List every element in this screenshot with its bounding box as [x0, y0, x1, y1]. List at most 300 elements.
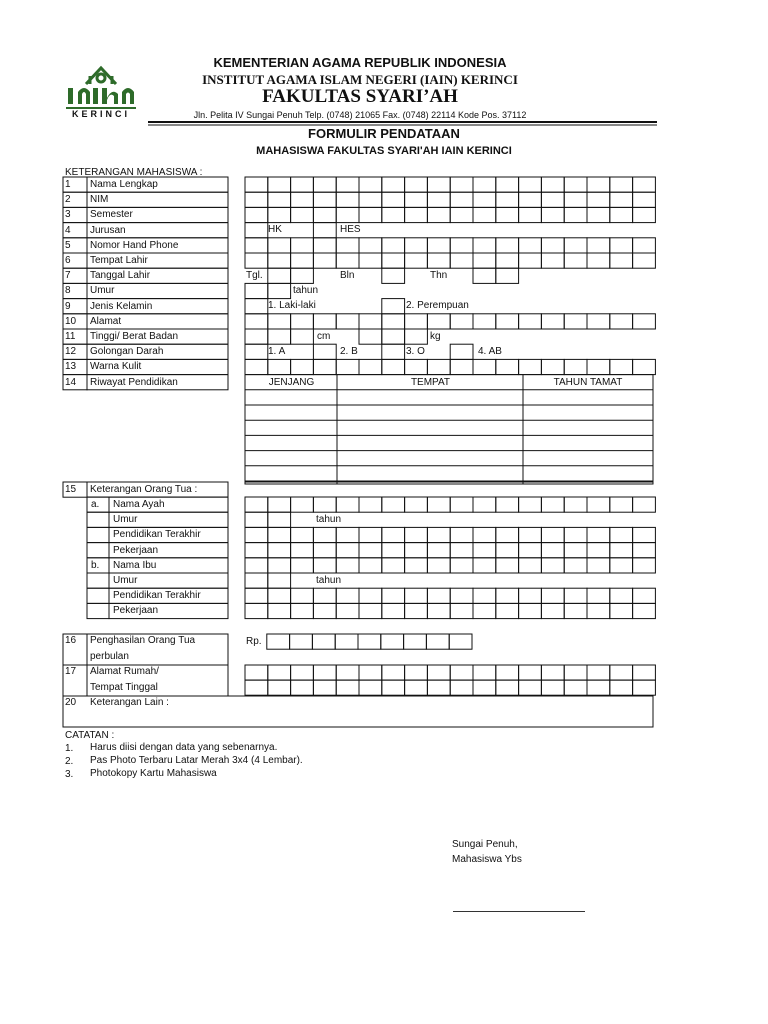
parent-box[interactable] [450, 588, 473, 603]
parent-box[interactable] [519, 603, 542, 618]
parent-box[interactable] [519, 497, 542, 512]
home-box[interactable] [496, 665, 519, 680]
nim-box[interactable] [450, 192, 473, 207]
parent-box[interactable] [587, 527, 610, 542]
blood-a-box[interactable] [245, 344, 268, 359]
semester-box[interactable] [313, 207, 336, 222]
address-box[interactable] [313, 314, 336, 329]
parent-box[interactable] [633, 497, 656, 512]
semester-box[interactable] [291, 207, 314, 222]
home-box[interactable] [382, 680, 405, 695]
address-box[interactable] [245, 314, 268, 329]
parent-age-box[interactable] [245, 512, 268, 527]
phone-box[interactable] [564, 238, 587, 253]
parent-box[interactable] [564, 588, 587, 603]
income-box[interactable] [404, 634, 427, 649]
parent-box[interactable] [359, 497, 382, 512]
parent-box[interactable] [405, 543, 428, 558]
income-box[interactable] [449, 634, 472, 649]
parent-box[interactable] [473, 543, 496, 558]
skin-color-box[interactable] [382, 359, 405, 374]
parent-box[interactable] [313, 603, 336, 618]
parent-box[interactable] [496, 558, 519, 573]
home-box[interactable] [268, 665, 291, 680]
home-box[interactable] [519, 665, 542, 680]
parent-marker-cell[interactable] [87, 603, 109, 618]
income-box[interactable] [358, 634, 381, 649]
parent-box[interactable] [633, 588, 656, 603]
home-box[interactable] [587, 665, 610, 680]
phone-box[interactable] [519, 238, 542, 253]
home-box[interactable] [633, 680, 656, 695]
home-box[interactable] [427, 680, 450, 695]
parent-box[interactable] [405, 527, 428, 542]
skin-color-box[interactable] [359, 359, 382, 374]
home-box[interactable] [473, 680, 496, 695]
nim-box[interactable] [587, 192, 610, 207]
parent-box[interactable] [359, 588, 382, 603]
birthplace-box[interactable] [382, 253, 405, 268]
parent-box[interactable] [633, 527, 656, 542]
income-box[interactable] [381, 634, 404, 649]
parent-box[interactable] [541, 543, 564, 558]
name-box[interactable] [496, 177, 519, 192]
parent-box[interactable] [450, 603, 473, 618]
parent-box[interactable] [245, 543, 268, 558]
semester-box[interactable] [336, 207, 359, 222]
parent-box[interactable] [405, 588, 428, 603]
parent-box[interactable] [336, 588, 359, 603]
address-box[interactable] [359, 314, 382, 329]
phone-box[interactable] [541, 238, 564, 253]
address-box[interactable] [268, 314, 291, 329]
parent-box[interactable] [541, 558, 564, 573]
parent-box[interactable] [541, 497, 564, 512]
semester-box[interactable] [405, 207, 428, 222]
birth-month-box[interactable] [382, 268, 405, 283]
parent-box[interactable] [291, 558, 314, 573]
parent-box[interactable] [564, 497, 587, 512]
skin-color-box[interactable] [450, 359, 473, 374]
home-box[interactable] [336, 665, 359, 680]
weight-box[interactable] [405, 329, 428, 344]
semester-box[interactable] [473, 207, 496, 222]
height-box[interactable] [268, 329, 291, 344]
phone-box[interactable] [405, 238, 428, 253]
home-box[interactable] [541, 680, 564, 695]
home-box[interactable] [405, 665, 428, 680]
parent-box[interactable] [405, 603, 428, 618]
address-box[interactable] [587, 314, 610, 329]
birth-year-box[interactable] [496, 268, 519, 283]
nim-box[interactable] [268, 192, 291, 207]
home-box[interactable] [496, 680, 519, 695]
home-box[interactable] [359, 680, 382, 695]
nim-box[interactable] [473, 192, 496, 207]
parent-age-box[interactable] [268, 573, 291, 588]
birthplace-box[interactable] [450, 253, 473, 268]
income-box[interactable] [267, 634, 290, 649]
income-box[interactable] [290, 634, 313, 649]
blood-o-box[interactable] [382, 344, 405, 359]
income-box[interactable] [312, 634, 335, 649]
birthplace-box[interactable] [587, 253, 610, 268]
nim-box[interactable] [541, 192, 564, 207]
parent-age-box[interactable] [245, 573, 268, 588]
parent-box[interactable] [382, 497, 405, 512]
home-box[interactable] [633, 665, 656, 680]
skin-color-box[interactable] [313, 359, 336, 374]
parent-box[interactable] [427, 527, 450, 542]
parent-box[interactable] [359, 558, 382, 573]
parent-box[interactable] [564, 543, 587, 558]
nim-box[interactable] [336, 192, 359, 207]
skin-color-box[interactable] [587, 359, 610, 374]
name-box[interactable] [336, 177, 359, 192]
skin-color-box[interactable] [427, 359, 450, 374]
semester-box[interactable] [359, 207, 382, 222]
nim-box[interactable] [610, 192, 633, 207]
height-box[interactable] [245, 329, 268, 344]
birthplace-box[interactable] [541, 253, 564, 268]
semester-box[interactable] [382, 207, 405, 222]
phone-box[interactable] [336, 238, 359, 253]
address-box[interactable] [610, 314, 633, 329]
name-box[interactable] [610, 177, 633, 192]
home-box[interactable] [336, 680, 359, 695]
parent-box[interactable] [541, 588, 564, 603]
nim-box[interactable] [382, 192, 405, 207]
parent-box[interactable] [633, 543, 656, 558]
skin-color-box[interactable] [541, 359, 564, 374]
phone-box[interactable] [450, 238, 473, 253]
parent-box[interactable] [268, 603, 291, 618]
parent-box[interactable] [564, 527, 587, 542]
parent-box[interactable] [473, 497, 496, 512]
phone-box[interactable] [268, 238, 291, 253]
parent-box[interactable] [291, 588, 314, 603]
jurusan-hes-box[interactable] [313, 223, 336, 238]
parent-box[interactable] [359, 603, 382, 618]
parent-box[interactable] [359, 543, 382, 558]
parent-box[interactable] [313, 558, 336, 573]
phone-box[interactable] [313, 238, 336, 253]
name-box[interactable] [564, 177, 587, 192]
parent-box[interactable] [427, 497, 450, 512]
skin-color-box[interactable] [519, 359, 542, 374]
age-box[interactable] [245, 283, 268, 298]
semester-box[interactable] [450, 207, 473, 222]
semester-box[interactable] [268, 207, 291, 222]
nim-box[interactable] [359, 192, 382, 207]
home-box[interactable] [450, 680, 473, 695]
blood-b-box[interactable] [313, 344, 336, 359]
parent-box[interactable] [587, 558, 610, 573]
home-box[interactable] [245, 665, 268, 680]
name-box[interactable] [633, 177, 656, 192]
phone-box[interactable] [427, 238, 450, 253]
phone-box[interactable] [382, 238, 405, 253]
address-box[interactable] [541, 314, 564, 329]
name-box[interactable] [450, 177, 473, 192]
nim-box[interactable] [519, 192, 542, 207]
address-box[interactable] [633, 314, 656, 329]
parent-box[interactable] [610, 527, 633, 542]
phone-box[interactable] [610, 238, 633, 253]
address-box[interactable] [450, 314, 473, 329]
skin-color-box[interactable] [336, 359, 359, 374]
parent-box[interactable] [473, 527, 496, 542]
phone-box[interactable] [291, 238, 314, 253]
home-box[interactable] [313, 680, 336, 695]
parent-box[interactable] [382, 527, 405, 542]
education-table[interactable] [245, 375, 653, 484]
parent-box[interactable] [541, 527, 564, 542]
home-box[interactable] [359, 665, 382, 680]
home-box[interactable] [541, 665, 564, 680]
name-box[interactable] [359, 177, 382, 192]
home-box[interactable] [405, 680, 428, 695]
parent-box[interactable] [610, 543, 633, 558]
parent-marker-cell[interactable] [87, 512, 109, 527]
parent-box[interactable] [427, 588, 450, 603]
parent-box[interactable] [610, 558, 633, 573]
height-box[interactable] [291, 329, 314, 344]
name-box[interactable] [427, 177, 450, 192]
birthplace-box[interactable] [496, 253, 519, 268]
home-box[interactable] [382, 665, 405, 680]
parent-box[interactable] [405, 497, 428, 512]
parent-box[interactable] [336, 527, 359, 542]
home-box[interactable] [291, 680, 314, 695]
birthplace-box[interactable] [245, 253, 268, 268]
name-box[interactable] [313, 177, 336, 192]
parent-box[interactable] [245, 527, 268, 542]
parent-age-box[interactable] [268, 512, 291, 527]
phone-box[interactable] [473, 238, 496, 253]
home-box[interactable] [564, 680, 587, 695]
birth-day-box[interactable] [268, 268, 291, 283]
parent-box[interactable] [496, 543, 519, 558]
parent-box[interactable] [450, 497, 473, 512]
parent-box[interactable] [336, 603, 359, 618]
parent-box[interactable] [610, 497, 633, 512]
parent-box[interactable] [587, 588, 610, 603]
nim-box[interactable] [405, 192, 428, 207]
jurusan-hk-box[interactable] [245, 223, 268, 238]
nim-box[interactable] [313, 192, 336, 207]
gender-female-box[interactable] [382, 299, 405, 314]
address-box[interactable] [336, 314, 359, 329]
parent-box[interactable] [587, 497, 610, 512]
parent-box[interactable] [313, 543, 336, 558]
nim-box[interactable] [633, 192, 656, 207]
address-box[interactable] [291, 314, 314, 329]
birthplace-box[interactable] [313, 253, 336, 268]
income-box[interactable] [426, 634, 449, 649]
home-box[interactable] [519, 680, 542, 695]
parent-box[interactable] [336, 558, 359, 573]
birthplace-box[interactable] [633, 253, 656, 268]
parent-box[interactable] [473, 603, 496, 618]
home-box[interactable] [268, 680, 291, 695]
parent-box[interactable] [291, 543, 314, 558]
nim-box[interactable] [245, 192, 268, 207]
birthplace-box[interactable] [519, 253, 542, 268]
birthplace-box[interactable] [427, 253, 450, 268]
phone-box[interactable] [633, 238, 656, 253]
parent-box[interactable] [382, 558, 405, 573]
name-box[interactable] [245, 177, 268, 192]
weight-box[interactable] [382, 329, 405, 344]
home-box[interactable] [313, 665, 336, 680]
parent-box[interactable] [359, 527, 382, 542]
name-box[interactable] [541, 177, 564, 192]
parent-box[interactable] [313, 497, 336, 512]
parent-box[interactable] [291, 497, 314, 512]
skin-color-box[interactable] [473, 359, 496, 374]
home-box[interactable] [245, 680, 268, 695]
home-box[interactable] [473, 665, 496, 680]
phone-box[interactable] [496, 238, 519, 253]
parent-box[interactable] [587, 603, 610, 618]
birthplace-box[interactable] [564, 253, 587, 268]
parent-box[interactable] [519, 558, 542, 573]
address-box[interactable] [405, 314, 428, 329]
birthplace-box[interactable] [405, 253, 428, 268]
birthplace-box[interactable] [268, 253, 291, 268]
phone-box[interactable] [245, 238, 268, 253]
name-box[interactable] [587, 177, 610, 192]
birthplace-box[interactable] [359, 253, 382, 268]
home-box[interactable] [610, 680, 633, 695]
home-box[interactable] [564, 665, 587, 680]
parent-box[interactable] [519, 527, 542, 542]
parent-box[interactable] [382, 603, 405, 618]
parent-box[interactable] [564, 603, 587, 618]
birthplace-box[interactable] [473, 253, 496, 268]
parent-marker-cell[interactable] [87, 588, 109, 603]
parent-box[interactable] [450, 558, 473, 573]
blood-ab-box[interactable] [450, 344, 473, 359]
address-box[interactable] [473, 314, 496, 329]
parent-box[interactable] [313, 588, 336, 603]
semester-box[interactable] [427, 207, 450, 222]
parent-box[interactable] [450, 543, 473, 558]
semester-box[interactable] [610, 207, 633, 222]
parent-box[interactable] [564, 558, 587, 573]
skin-color-box[interactable] [496, 359, 519, 374]
nim-box[interactable] [291, 192, 314, 207]
skin-color-box[interactable] [633, 359, 656, 374]
parent-box[interactable] [473, 558, 496, 573]
parent-marker-cell[interactable] [87, 527, 109, 542]
parent-marker-cell[interactable] [87, 543, 109, 558]
name-box[interactable] [268, 177, 291, 192]
parent-box[interactable] [450, 527, 473, 542]
phone-box[interactable] [359, 238, 382, 253]
parent-box[interactable] [245, 558, 268, 573]
parent-marker-cell[interactable] [87, 573, 109, 588]
address-box[interactable] [382, 314, 405, 329]
parent-box[interactable] [268, 497, 291, 512]
parent-box[interactable] [291, 603, 314, 618]
semester-box[interactable] [245, 207, 268, 222]
name-box[interactable] [291, 177, 314, 192]
name-box[interactable] [473, 177, 496, 192]
phone-box[interactable] [587, 238, 610, 253]
skin-color-box[interactable] [245, 359, 268, 374]
name-box[interactable] [382, 177, 405, 192]
parent-box[interactable] [382, 543, 405, 558]
parent-box[interactable] [313, 527, 336, 542]
address-box[interactable] [564, 314, 587, 329]
parent-box[interactable] [587, 543, 610, 558]
birth-year-box[interactable] [473, 268, 496, 283]
semester-box[interactable] [519, 207, 542, 222]
parent-box[interactable] [268, 527, 291, 542]
parent-box[interactable] [405, 558, 428, 573]
semester-box[interactable] [564, 207, 587, 222]
parent-box[interactable] [610, 588, 633, 603]
parent-box[interactable] [496, 497, 519, 512]
parent-box[interactable] [245, 497, 268, 512]
age-box[interactable] [268, 283, 291, 298]
skin-color-box[interactable] [291, 359, 314, 374]
parent-box[interactable] [336, 497, 359, 512]
parent-box[interactable] [610, 603, 633, 618]
parent-box[interactable] [633, 558, 656, 573]
semester-box[interactable] [633, 207, 656, 222]
parent-box[interactable] [291, 527, 314, 542]
parent-box[interactable] [496, 527, 519, 542]
skin-color-box[interactable] [405, 359, 428, 374]
parent-box[interactable] [382, 588, 405, 603]
parent-box[interactable] [541, 603, 564, 618]
birthplace-box[interactable] [336, 253, 359, 268]
birthplace-box[interactable] [610, 253, 633, 268]
address-box[interactable] [427, 314, 450, 329]
parent-box[interactable] [268, 558, 291, 573]
name-box[interactable] [405, 177, 428, 192]
parent-box[interactable] [519, 543, 542, 558]
home-box[interactable] [291, 665, 314, 680]
nim-box[interactable] [427, 192, 450, 207]
skin-color-box[interactable] [564, 359, 587, 374]
parent-box[interactable] [496, 603, 519, 618]
parent-box[interactable] [427, 603, 450, 618]
weight-box[interactable] [359, 329, 382, 344]
parent-box[interactable] [245, 588, 268, 603]
parent-box[interactable] [268, 543, 291, 558]
home-box[interactable] [427, 665, 450, 680]
income-box[interactable] [335, 634, 358, 649]
semester-box[interactable] [496, 207, 519, 222]
semester-box[interactable] [541, 207, 564, 222]
name-box[interactable] [519, 177, 542, 192]
parent-box[interactable] [519, 588, 542, 603]
skin-color-box[interactable] [610, 359, 633, 374]
parent-box[interactable] [245, 603, 268, 618]
parent-box[interactable] [633, 603, 656, 618]
gender-male-box[interactable] [245, 299, 268, 314]
birth-day-box[interactable] [291, 268, 314, 283]
semester-box[interactable] [587, 207, 610, 222]
nim-box[interactable] [564, 192, 587, 207]
birthplace-box[interactable] [291, 253, 314, 268]
parent-box[interactable] [336, 543, 359, 558]
parent-box[interactable] [496, 588, 519, 603]
